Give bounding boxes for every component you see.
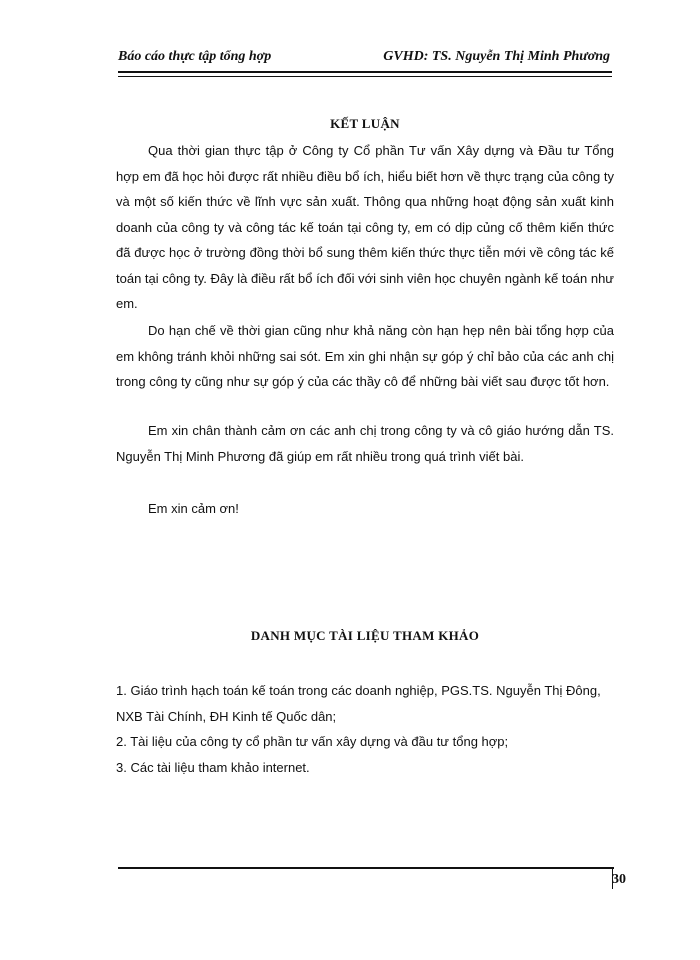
header-supervisor: GVHD: TS. Nguyễn Thị Minh Phương	[383, 49, 610, 64]
page-header	[118, 44, 610, 74]
conclusion-paragraph-4	[116, 496, 614, 522]
reference-item: 2. Tài liệu của công ty cổ phần tư vấn xây dựng và đầu tư tổng hợp;	[116, 734, 509, 749]
reference-item: 3. Các tài liệu tham khảo internet.	[116, 759, 310, 775]
paragraph-text: Em xin chân thành cảm ơn các anh chị trong công ty và cô giáo hướng dẫn TS. Nguyễn Thị Minh Phương đã giúp em rất nhiều trong quá trình viết bài.	[116, 423, 614, 464]
conclusion-paragraph-3	[116, 418, 614, 469]
paragraph-text: Em xin cảm ơn!	[148, 501, 239, 516]
references-list	[116, 678, 614, 780]
conclusion-paragraph-2	[116, 318, 614, 395]
paragraph-text: Do hạn chế về thời gian cũng như khả năng còn hạn hẹp nên bài tổng hợp của em không tránh khỏi những sai sót. Em xin ghi nhận sự góp ý chỉ bảo của các anh chị trong công ty cũng như sự góp ý của các thầy cô để những bài viết sau được tốt hơn.	[116, 323, 614, 389]
header-rule-thick	[118, 71, 612, 73]
conclusion-title: KẾT LUẬN	[330, 116, 400, 131]
references-title: DANH MỤC TÀI LIỆU THAM KHẢO	[250, 628, 480, 643]
paragraph-text: Qua thời gian thực tập ở Công ty Cổ phần Tư vấn Xây dựng và Đầu tư Tổng hợp em đã học hỏi được rất nhiều điều bổ ích, hiểu biết hơn về thực trạng của công ty và một số kiến thức về lĩnh vực sản xuất. Thông qua những hoạt động sản xuất kinh doanh của công ty và công tác kế toán tại công ty, em có dịp củng cố thêm kiến thức đã được học ở trường đồng thời bổ sung thêm kiến thức thực tiễn mới về công tác kế toán tại công ty. Đây là điều rất bổ ích đối với sinh viên học chuyên ngành kế toán như em.	[116, 143, 614, 311]
page-number: 30	[612, 872, 626, 887]
footer-rule	[118, 867, 614, 869]
reference-item: 1. Giáo trình hạch toán kế toán trong các doanh nghiệp, PGS.TS. Nguyễn Thị Đông, NXB Tài Chính, ĐH Kinh tế Quốc dân;	[116, 683, 601, 724]
header-rule-thin	[118, 76, 612, 77]
header-report-title: Báo cáo thực tập tổng hợp	[118, 49, 272, 64]
conclusion-paragraph-1	[116, 138, 614, 317]
